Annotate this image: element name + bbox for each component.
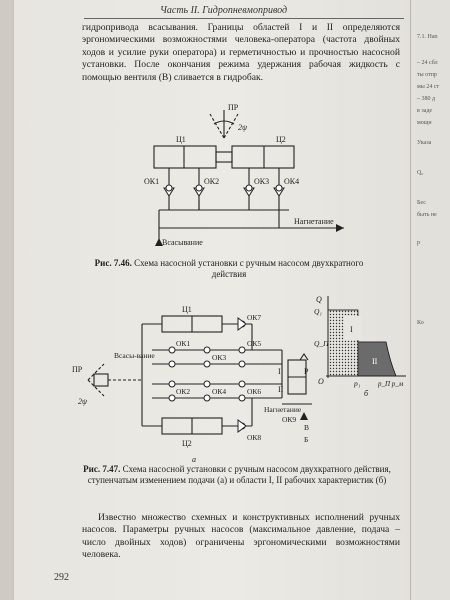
fig747-ok9-label: ОК9	[282, 415, 297, 424]
fig746-suction-label: Всасывание	[162, 238, 203, 247]
book-page	[14, 0, 410, 600]
fig747-caption	[72, 464, 402, 486]
fig746-discharge-label: Нагнетание	[294, 217, 334, 226]
top-paragraph: гидропривода всасывания. Границы областей I и II определяются эргономическими возможностями человека-оператора (частота двойных ходов и усилие руки оператора) и герметичностью и прочностью насосной установки. После окончания режима удержания рабочая жидкость с помощью вентиля (В) сливается в гидробак.	[82, 22, 400, 83]
graph-region2-label: II	[372, 357, 378, 366]
fig747-region1-label: I	[278, 367, 281, 376]
fig747-discharge-label: Нагнетание	[264, 405, 302, 414]
fig747-ok6-label: ОК6	[247, 387, 262, 396]
graph-p1-label: p₁	[354, 379, 361, 388]
fig747-pr-label: ПР	[72, 365, 83, 374]
fig747-ok3-label: ОК3	[212, 353, 227, 362]
fig746-caption-number: Рис. 7.46.	[94, 258, 132, 268]
fig747-ok1-label: ОК1	[176, 339, 191, 348]
figure-7-46	[114, 100, 374, 260]
next-page-fragment: Указа	[417, 140, 432, 146]
next-page-fragment: мы 24 ст	[417, 84, 440, 90]
graph-qp-label: Q_П	[314, 339, 329, 348]
fig746-ok3-label: ОК3	[254, 177, 270, 186]
fig746-angle-label: 2ψ	[238, 123, 247, 132]
fig747-p-label: Р	[304, 367, 309, 376]
graph-pmax-label: p_П p_м	[378, 380, 404, 388]
graph-o-label: O	[318, 377, 324, 386]
adjacent-page	[410, 0, 450, 600]
fig747-ok4-label: ОК4	[212, 387, 227, 396]
next-page-fragment: Бес	[417, 200, 426, 206]
fig746-caption-text: Схема насосной установки с ручным насосом двухкратного действия	[134, 258, 364, 279]
next-page-fragment: – 24 сбл	[417, 60, 438, 66]
fig746-c2-label: Ц2	[276, 135, 286, 144]
running-header: Часть II. Гидропневмопривод	[160, 5, 288, 16]
graph-q-label: Q	[316, 295, 322, 304]
page-number: 292	[54, 572, 69, 583]
fig747-ok7-label: ОК7	[247, 313, 262, 322]
fig747-ok8-label: ОК8	[247, 433, 262, 442]
next-page-fragment: мощн	[417, 120, 432, 126]
figure-7-47-schematic	[42, 300, 312, 465]
fig747-sub-a-label: а	[192, 455, 196, 464]
fig747-caption-text: Схема насосной установки с ручным насосом двухкратного действия, ступенчатым изменением подачи (а) и области I, II рабочих характеристик (б)	[87, 464, 391, 485]
next-page-fragment: ты отпр	[417, 72, 437, 78]
fig746-ok1-label: ОК1	[144, 177, 160, 186]
fig747-b-label: Б	[304, 435, 309, 444]
fig746-ok2-label: ОК2	[204, 177, 220, 186]
graph-region1-label: I	[350, 325, 353, 334]
fig747-angle-label: 2ψ	[78, 397, 87, 406]
fig746-c1-label: Ц1	[176, 135, 186, 144]
next-page-fragment: p	[417, 240, 420, 246]
bottom-paragraph: Известно множество схемных и конструктивных исполнений ручных насосов. Параметры ручных насосов (максимальное давление, подача – число двойных ходов) ограничены эргономическими возможностями человека.	[82, 512, 400, 561]
next-page-fragment: в заде	[417, 108, 433, 114]
fig747-c1-label: Ц1	[182, 305, 192, 314]
next-page-fragment: – 380 д	[417, 96, 436, 102]
next-page-fragment: 7.1. Нап	[417, 34, 438, 40]
figure-7-47-graph	[314, 292, 410, 398]
graph-q1-label: Q₁	[314, 307, 323, 316]
fig747-ok2-label: ОК2	[176, 387, 191, 396]
fig746-pr-label: ПР	[228, 103, 239, 112]
next-page-fragment: Q₀	[417, 170, 424, 176]
fig746-caption	[94, 258, 364, 280]
header-rule	[84, 18, 404, 19]
fig747-c2-label: Ц2	[182, 439, 192, 448]
next-page-fragment: Ко	[417, 320, 424, 326]
fig747-ok5-label: ОК5	[247, 339, 262, 348]
next-page-fragment: быть не	[417, 212, 437, 218]
graph-sub-b-label: б	[364, 389, 369, 398]
fig747-caption-number: Рис. 7.47.	[83, 464, 121, 474]
fig747-suction-label: Всасы-вание	[114, 351, 155, 360]
fig747-region2-label: II	[278, 385, 284, 394]
fig747-v-label: В	[304, 423, 310, 432]
fig746-ok4-label: ОК4	[284, 177, 300, 186]
